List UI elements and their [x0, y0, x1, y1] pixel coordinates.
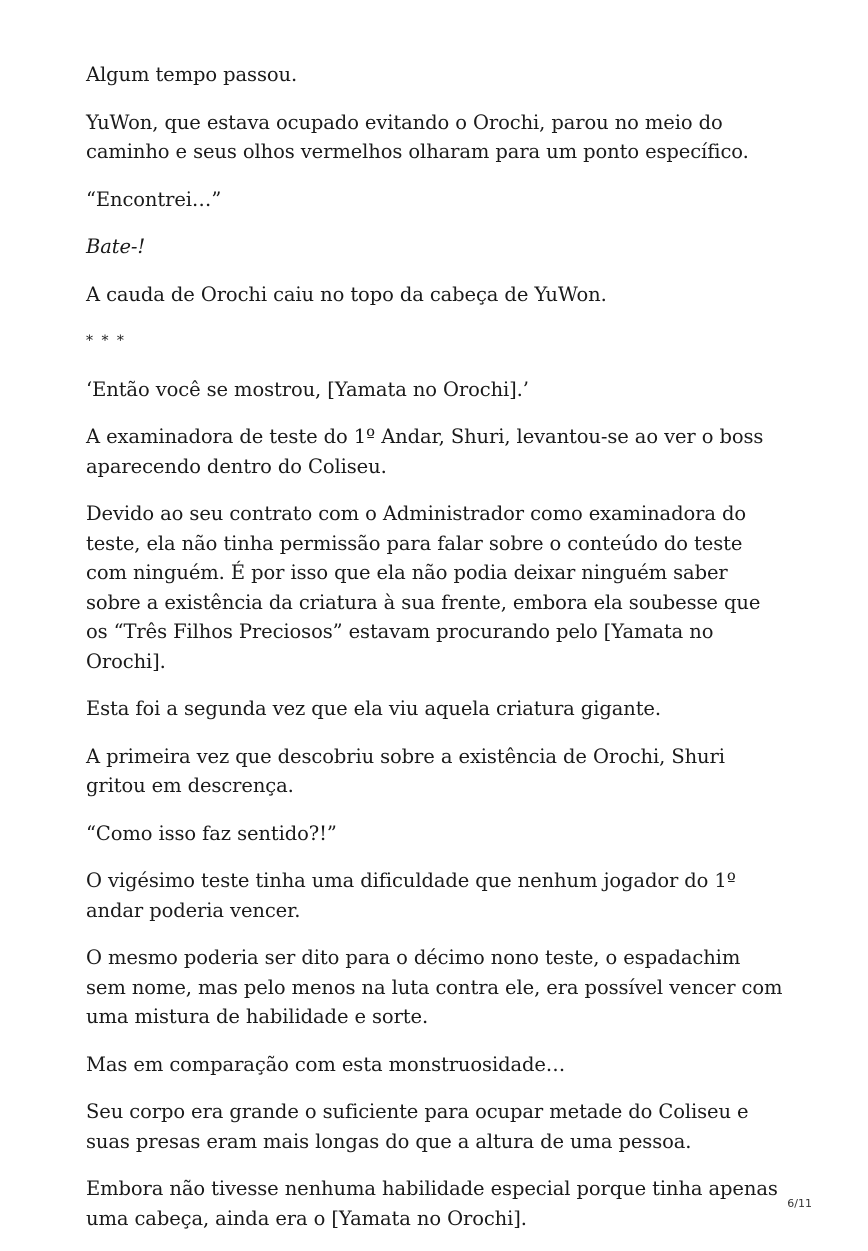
paragraph: O vigésimo teste tinha uma dificuldade que nenhum jogador do 1º andar poderia vencer. [86, 869, 736, 922]
paragraph: YuWon, que estava ocupado evitando o Orochi, parou no meio do caminho e seus olhos vermelhos olharam para um ponto específico. [86, 110, 749, 163]
paragraph: Esta foi a segunda vez que ela viu aquela criatura gigante. [86, 697, 661, 720]
document-page [86, 60, 786, 1251]
sound-effect: Bate-! [86, 235, 146, 258]
paragraph: O mesmo poderia ser dito para o décimo nono teste, o espadachim sem nome, mas pelo menos na luta contra ele, era possível vencer com uma mistura de habilidade e sorte. [86, 946, 783, 1028]
dialogue-line: “Como isso faz sentido?!” [86, 821, 337, 845]
page-number: 6/11 [787, 1197, 812, 1210]
paragraph: Seu corpo era grande o suficiente para ocupar metade do Coliseu e suas presas eram mais longas do que a altura de uma pessoa. [86, 1100, 749, 1153]
scene-break: * * * [86, 333, 126, 349]
paragraph: A examinadora de teste do 1º Andar, Shuri, levantou-se ao ver o boss aparecendo dentro do Coliseu. [86, 425, 764, 478]
thought-line: ‘Então você se mostrou, [Yamata no Orochi].’ [86, 377, 529, 401]
paragraph: Embora não tivesse nenhuma habilidade especial porque tinha apenas uma cabeça, ainda era o [Yamata no Orochi]. [86, 1177, 778, 1230]
paragraph: A cauda de Orochi caiu no topo da cabeça de YuWon. [86, 282, 607, 306]
dialogue-line: “Encontrei…” [86, 187, 222, 211]
paragraph: Mas em comparação com esta monstruosidade… [86, 1052, 566, 1076]
paragraph: Devido ao seu contrato com o Administrador como examinadora do teste, ela não tinha permissão para falar sobre o conteúdo do teste com ninguém. É por isso que ela não podia deixar ninguém saber sobre a existência da criatura à sua frente, embora ela soubesse que os “Três Filhos Preciosos” estavam procurando pelo [Yamata no Orochi]. [86, 502, 761, 673]
paragraph: Algum tempo passou. [86, 63, 298, 86]
paragraph: A primeira vez que descobriu sobre a existência de Orochi, Shuri gritou em descrença. [86, 744, 725, 797]
